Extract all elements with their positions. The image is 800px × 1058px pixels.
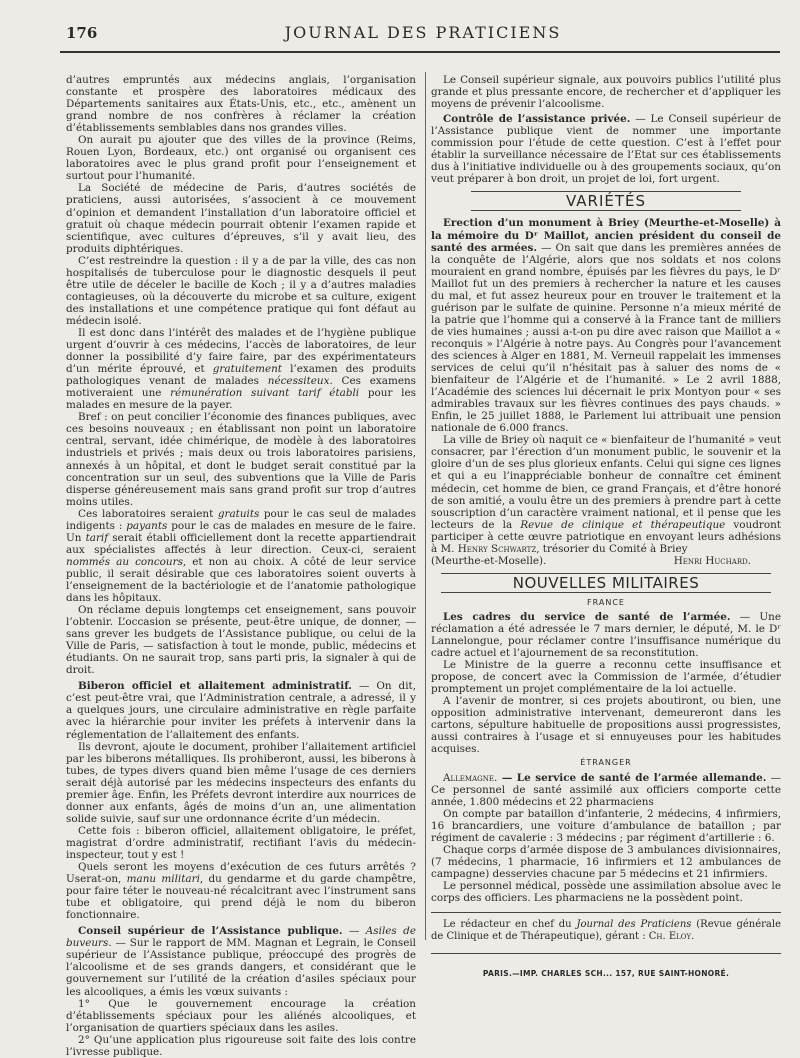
paragraph: Le Conseil supérieur signale, aux pouvoirs publics l’utilité plus grande et plus pressante encore, de rechercher et d’appliquer les moyens de prévenir l’alcoolisme. bbox=[431, 74, 781, 111]
section-banner-varietes: VARIÉTÉS bbox=[471, 191, 741, 211]
paragraph: On réclame depuis longtemps cet enseignement, sans pouvoir l’obtenir. L’occasion se présente, peut-être unique, de donner, — sans grever les budgets de l’Assistance publique, ou celui de la Ville de Paris, — satisfaction à tout le monde, public, médecins et étudiants. On ne saurait trop, sans parti pris, la signaler à qui de droit. bbox=[66, 604, 416, 677]
paragraph: On compte par bataillon d’infanterie, 2 médecins, 4 infirmiers, 16 brancardiers, une voiture d’ambulance de bataillon ; par régiment de cavalerie : 3 médecins ; par régiment d’artillerie : 6. bbox=[431, 807, 781, 844]
journal-title: JOURNAL DES PRATICIENS bbox=[284, 23, 562, 42]
paragraph: Quels seront les moyens d’exécution de ces futurs arrêtés ? Userat-on, manu militari, du gendarme et du garde champêtre, pour faire téter le nouveau-né récalcitrant avec l’instrument sans tube et obligatoire, qui prend déjà le nom du biberon fonctionnaire. bbox=[66, 861, 416, 922]
paragraph: Ils devront, ajoute le document, prohiber l’allaitement artificiel par les biberons métalliques. Ils prohiberont, aussi, les biberons à tubes, de types divers quand bien même l’usage de ces derniers serait déjà autorisé par les médecins inspecteurs des enfants du premier âge. Enfin, les Préfets devront interdire aux nourrices de donner aux enfants, âgés de moins d’un an, une alimentation solide suivie, sauf sur une ordonnance écrite d’un médecin. bbox=[66, 740, 416, 825]
article-heading: Contrôle de l’assistance privée. bbox=[443, 113, 631, 126]
article-cadres: Les cadres du service de santé de l’armée. — Une réclamation a été adressée le 7 mars dernier, le député, M. le Dʳ Lannelongue, pour réclamer contre l’insuffisance numérique du cadre actuel et l’ajournement de sa reconstitution. bbox=[431, 610, 781, 660]
header-rule bbox=[60, 51, 780, 53]
paragraph: A l’avenir de montrer, si ces projets aboutiront, ou bien, une opposition administrative intervenant, demeureront dans les cartons, sépulture habituelle de propositions aussi progressistes, aussi contraires à l’usage et si ennuyeuses pour les habitudes acquises. bbox=[431, 695, 781, 756]
subhead-france: FRANCE bbox=[587, 597, 625, 607]
printer-imprint: PARIS.—IMP. CHARLES SCH... 157, RUE SAINT-HONORÉ. bbox=[482, 969, 730, 979]
paragraph: Bref : on peut concilier l’économie des finances publiques, avec ces besoins nouveaux ; en établissant non point un laboratoire central, servant, idée chimérique, de modèle à des laboratoires industriels et privés ; mais deux ou trois laboratoires parisiens, annexés à un hôpital, et dont le budget serait constitué par la concentration sur un seul, des subventions que la Ville de Paris disperse généreusement mais sans grand profit sur trop d’autres moins utiles. bbox=[66, 411, 416, 508]
column-divider bbox=[425, 72, 426, 940]
paragraph: 1° Que le gouvernement encourage la création d’établissements spéciaux pour les aliénés alcooliques, et l’organisation de quartiers spéciaux dans les asiles. bbox=[66, 997, 416, 1034]
editor-note: Le rédacteur en chef du Journal des Praticiens (Revue générale de Clinique et de Thérapeutique), gérant : Ch. Eloy. bbox=[431, 919, 781, 943]
article-heading: Les cadres du service de santé de l’armée. bbox=[443, 610, 731, 623]
left-column bbox=[66, 74, 416, 1058]
footer-rule bbox=[431, 912, 781, 913]
printer-rule bbox=[431, 953, 781, 954]
section-banner-nouvelles: NOUVELLES MILITAIRES bbox=[441, 573, 771, 593]
signature-author: Henri Huchard. bbox=[673, 554, 751, 567]
article-heading: — Le service de santé de l’armée allemande. bbox=[497, 771, 767, 784]
paragraph: 2° Qu’une application plus rigoureuse soit faite des lois contre l’ivresse publique. bbox=[66, 1033, 416, 1058]
paragraph: Le Ministre de la guerre a reconnu cette insuffisance et propose, de concert avec la Commission de l’armée, d’étudier promptement un projet complémentaire de la loi actuelle. bbox=[431, 659, 781, 696]
article-erection: Erection d’un monument à Briey (Meurthe-et-Moselle) à la mémoire du Dʳ Maillot, ancien président du conseil de santé des armées. — On sait que dans les premières années de la conquête de l’Algérie, alors que nos soldats et nos colons mouraient en grand nombre, épuisés par les fièvres du pays, le Dʳ Maillot fut un des premiers à rechercher la nature et les causes du mal, et fut assez heureux pour en trouver le traitement et la guérison par le sulfate de quinine. Personne n’a mieux mérité de la patrie que l’homme qui a conservé à la France tant de milliers de vies humaines ; aussi a-t-on pu dire avec raison que Maillot a « reconquis » l’Algérie à notre pays. Au Congrès pour l’avancement des sciences à Alger en 1881, M. Verneuil rappelait les immenses services de celui qu’il n’hésitait pas à saluer des noms de « bienfaiteur de l’Algérie et de l’humanité. » Le 2 avril 1888, l’Académie des sciences lui décernait le prix Montyon pour « ses admirables travaux sur les fièvres continues des pays chauds. » Enfin, le 25 juillet 1888, le Parlement lui attribuait une pension nationale de 6.000 francs. bbox=[431, 217, 781, 435]
subhead-etranger: ÉTRANGER bbox=[580, 758, 632, 768]
paragraph: La ville de Briey où naquit ce « bienfaiteur de l’humanité » veut consacrer, par l’érection d’un monument public, le souvenir et la gloire d’un de ses plus glorieux enfants. Celui qui signe ces lignes et qui a eu l’inappréciable bonheur de connaître cet éminent médecin, cet homme de bien, ce grand Français, et d’être honoré de son amitié, a voulu être un des premiers à prendre part à cette souscription d’un caractère vraiment national, et il pense que les lecteurs de la Revue de clinique et thérapeutique voudront participer à cette œuvre patriotique en envoyant leurs adhésions à M. Henry Schwartz, trésorier du Comité à Briey bbox=[431, 434, 781, 555]
article-allemagne: Allemagne. — Le service de santé de l’armée allemande. — Ce personnel de santé assimilé aux officiers comporte cette année, 1.800 médecins et 22 pharmaciens bbox=[431, 771, 781, 808]
article-heading: Biberon officiel et allaitement administratif. bbox=[78, 680, 352, 693]
running-header bbox=[66, 18, 780, 48]
page-number: 176 bbox=[66, 24, 98, 42]
paragraph: Il est donc dans l’intérêt des malades et de l’hygiène publique urgent d’ouvrir à ces médecins, l’accès de laboratoires, de leur donner la possibilité d’y faire faire, par des expérimentateurs d’un mérite éprouvé, et gratuitement l’examen des produits pathologiques venant de malades nécessiteux. Ces examens motiveraient une rémunération suivant tarif établi pour les malades en mesure de la payer. bbox=[66, 326, 417, 412]
article-conseil: Conseil supérieur de l’Assistance publique. — Asiles de buveurs. — Sur le rapport de MM. Magnan et Legrain, le Conseil supérieur de l’Assistance publique, préoccupé des progrès de l’alcoolisme et de ses grands dangers, et considérant que le gouvernement sur l’utilité de la création d’asiles spéciaux pour les alcooliques, a émis les vœux suivants : bbox=[66, 925, 416, 998]
paragraph: Cette fois : biberon officiel, allaitement obligatoire, le préfet, magistrat d’ordre administratif, rectifiant l’avis du médecin-inspecteur, tout y est ! bbox=[66, 824, 416, 861]
paragraph: d’autres empruntés aux médecins anglais, l’organisation constante et prospère des laboratoires médicaux des Départements sanitaires aux États-Unis, etc., etc., amènent un grand nombre de nos confrères à réclamer la création d’établissements semblables dans nos grandes villes. bbox=[66, 74, 416, 135]
signature-place: (Meurthe-et-Moselle). bbox=[431, 554, 547, 567]
paragraph: La Société de médecine de Paris, d’autres sociétés de praticiens, aussi autorisées, s’associent à ce mouvement d’opinion et demandent l’installation d’un laboratoire officiel et gratuit où chaque médecin pourrait obtenir l’examen rapide et scientifique, avec cultures d’épreuves, s’il y avait lieu, des produits diphtériques. bbox=[66, 182, 416, 255]
paragraph: On aurait pu ajouter que des villes de la province (Reims, Rouen Lyon, Bordeaux, etc.) ont organisé ou organisent ces laboratoires avec le plus grand profit pour l’enseignement et surtout pour l’humanité. bbox=[66, 134, 416, 183]
article-heading: Erection d’un monument à Briey (Meurthe-et-Moselle) à la mémoire du Dʳ Maillot, ancien président du conseil de santé des armées. bbox=[431, 217, 781, 254]
paragraph: Le personnel médical, possède une assimilation absolue avec le corps des officiers. Les pharmaciens ne la possèdent point. bbox=[431, 879, 781, 904]
paragraph: C’est restreindre la question : il y a de par la ville, des cas non hospitalisés de tuberculose pour le diagnostic desquels il peut être utile de déceler le bacille de Koch ; il y a d’autres maladies contagieuses, où la découverte du microbe et sa culture, exigent des installations et une compétence pratique qui font défaut au médecin isolé. bbox=[66, 254, 416, 327]
paragraph: Ces laboratoires seraient gratuits pour le cas seul de malades indigents : payants pour le cas de malades en mesure de le faire. Un tarif serait établi officiellement dont la recette appartiendrait aux spécialistes affectés à leur direction. Ceux-ci, seraient nommés au concours, et non au choix. A côté de leur service public, il serait désirable que ces laboratoires soient ouverts à l’enseignement de la bactériologie et de l’anatomie pathologique dans les hôpitaux. bbox=[66, 507, 416, 605]
signature-line bbox=[431, 555, 781, 567]
article-biberon: Biberon officiel et allaitement administratif. — On dit, c’est peut-être vrai, que l’Administration centrale, a adressé, il y a quelques jours, une circulaire administrative en règle parfaite avec la hiérarchie pour inviter les préfets à intervenir dans la réglementation de l’allaitement des enfants. bbox=[66, 680, 417, 741]
paragraph: Chaque corps d’armée dispose de 3 ambulances divisionnaires, (7 médecins, 1 pharmacie, 16 infirmiers et 12 ambulances de campagne) desservies chacune par 5 médecins et 21 infirmiers. bbox=[431, 843, 781, 880]
right-column bbox=[431, 74, 781, 980]
article-heading: Conseil supérieur de l’Assistance publique. bbox=[78, 925, 343, 938]
article-controle: Contrôle de l’assistance privée. — Le Conseil supérieur de l’Assistance publique vient de nommer une importante commission pour l’étude de cette question. C’est à l’effet pour établir la surveillance nécessaire de l’Etat sur ces établissements dus à l’initiative individuelle ou à des groupements sociaux, qu’on veut préparer à bon droit, un projet de loi, fort urgent. bbox=[431, 113, 781, 186]
